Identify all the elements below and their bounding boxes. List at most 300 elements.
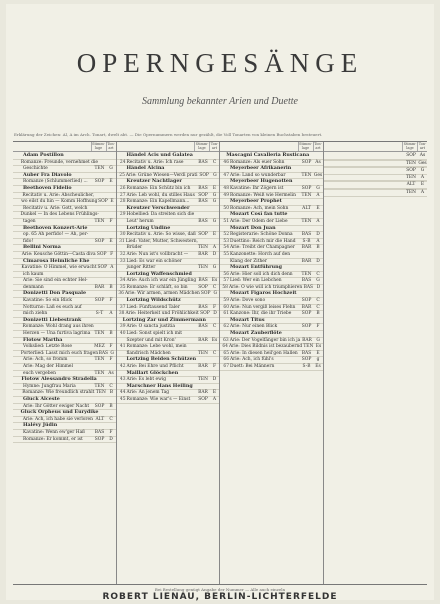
composer-work: Meyerbeer Prophet — [230, 198, 282, 205]
voice-type: TEN — [301, 172, 312, 178]
entry-number: 52 — [223, 232, 229, 238]
voice-type — [300, 318, 314, 324]
entry-number — [220, 212, 230, 218]
voice-type: SOP — [198, 284, 208, 290]
voice-type — [196, 384, 210, 390]
publisher-name: ROBERT LIENAU, BERLIN-LICHTERFELDE — [102, 592, 338, 602]
voice-type — [93, 206, 107, 212]
entry-number: 65 — [223, 350, 229, 356]
key-signature — [210, 344, 219, 350]
voice-type: BAS — [94, 429, 105, 435]
entry-number — [117, 226, 127, 232]
aria-title: Arie: Grüne Wiesen—Verdi prati — [125, 172, 198, 178]
voice-type: ALT — [302, 205, 311, 211]
catalog-entry — [13, 384, 116, 391]
aria-title: Arie: An jenem Tag — [126, 390, 170, 396]
key-signature — [210, 331, 219, 337]
aria-title: Arie: Der Vogelfänger bin ich ja — [229, 337, 301, 343]
key-signature: E — [109, 238, 113, 244]
key-signature — [107, 153, 116, 159]
key-signature — [314, 252, 323, 258]
aria-title: fido! — [23, 238, 34, 244]
voice-type — [300, 291, 314, 297]
entry-number: 36 — [118, 291, 124, 297]
voice-type: BAR — [301, 304, 312, 310]
page-subtitle: Sammlung bekannter Arien und Duette — [142, 96, 298, 107]
entry-number: 29 — [119, 212, 126, 218]
aria-title: Romanze: Als euer Sohn — [230, 159, 285, 165]
key-signature — [108, 377, 115, 383]
composer-work: Kreutzer Verschwender — [126, 204, 190, 211]
voice-type: BAS — [198, 304, 208, 310]
key-signature: E — [109, 179, 113, 185]
page-title: OPERNGESÄNGE — [76, 48, 364, 78]
aria-title: Kavatine: Wenn ew'ger Haß — [23, 429, 86, 435]
aria-title: Kavatine: So ein Blick — [23, 298, 72, 304]
entry-number — [324, 190, 334, 196]
voice-type: SOP — [301, 311, 312, 317]
composer-heading — [13, 186, 116, 193]
key-signature: G — [212, 265, 217, 271]
key-signature: D — [212, 377, 217, 383]
key-signature: C — [212, 159, 217, 165]
key-signature: G — [316, 337, 320, 343]
voice-type — [196, 344, 210, 350]
entry-number — [13, 324, 23, 330]
voice-type: TEN — [95, 390, 106, 396]
aria-title — [334, 175, 405, 181]
key-signature: B — [316, 311, 320, 317]
voice-type — [196, 212, 210, 218]
key-signature — [107, 423, 116, 429]
catalog-entry — [13, 212, 116, 219]
key-signature — [210, 179, 219, 185]
aria-title: Arie: Wir armen, armen Mädchen — [124, 291, 200, 297]
composer-work: Marschner Hans Heiling — [126, 382, 193, 389]
entry-number: 55 — [223, 251, 229, 257]
key-signature: A — [316, 192, 320, 198]
entry-number — [13, 417, 23, 423]
entry-number: 35 — [119, 284, 126, 290]
voice-type — [300, 226, 314, 232]
composer-work: Lortzing Wildschütz — [126, 297, 181, 304]
entry-number — [117, 206, 127, 212]
key-signature: E — [316, 350, 320, 356]
catalog-entry — [117, 344, 220, 351]
aria-title: Lied: Wer ein Liebchen — [230, 278, 282, 284]
voice-type: TEN — [94, 166, 105, 172]
voice-type: BAS — [198, 185, 208, 191]
catalog-entry — [13, 298, 116, 305]
entry-number: 27 — [119, 192, 126, 198]
entry-number — [13, 219, 23, 225]
key-signature: C — [109, 416, 113, 422]
key-signature: A — [212, 245, 217, 251]
voice-type: TEN — [406, 189, 416, 195]
voice-type — [196, 153, 210, 159]
voice-type: BAS — [198, 278, 208, 284]
voice-type — [300, 265, 314, 271]
key-signature: E — [420, 182, 425, 188]
key-signature: E — [212, 185, 217, 191]
entry-number — [13, 179, 23, 185]
catalog-entry — [117, 331, 220, 338]
key-signature: F — [109, 357, 113, 363]
entry-number — [117, 179, 127, 185]
entry-number — [13, 390, 22, 396]
key-signature — [107, 338, 116, 344]
key-signature: F — [212, 364, 217, 369]
catalog-entry — [117, 212, 220, 219]
key-signature: B — [109, 284, 113, 290]
catalog-entry — [13, 193, 116, 200]
composer-work: Mozart Figaros Hochzeit — [230, 290, 297, 297]
catalog-entry — [324, 153, 428, 160]
entry-number: 42 — [119, 364, 126, 369]
aria-title: Romanze: Er schläft, so bin — [126, 284, 188, 290]
aria-title: Arie: Hier soll ich dich denn — [230, 271, 293, 277]
voice-type: BAS — [198, 324, 208, 330]
key-signature: G — [110, 350, 114, 356]
key-signature — [107, 272, 116, 278]
voice-type — [93, 259, 107, 265]
key-signature: Es — [315, 364, 321, 369]
key-signature: E — [212, 232, 217, 238]
catalog-entry — [220, 252, 323, 259]
voice-type — [196, 259, 210, 265]
aria-title: Kanzonette: Horch auf den — [230, 251, 291, 257]
composer-work: Lortzing Undine — [126, 224, 171, 231]
catalog-entry — [220, 272, 323, 279]
key-signature: D — [316, 258, 320, 264]
entry-number — [13, 305, 23, 311]
composer-work: Beethoven Fidelio — [23, 184, 72, 191]
entry-number — [13, 285, 23, 291]
catalog-entry — [220, 351, 323, 358]
aria-title: Arie: O wie will ich triumphieren — [228, 284, 303, 290]
key-signature — [107, 305, 116, 311]
key-signature — [314, 331, 323, 337]
aria-title: flandrisch Mädchen — [126, 350, 171, 356]
voice-type — [196, 226, 210, 232]
voice-type: TEN — [94, 218, 105, 224]
aria-title: mich ziehn — [23, 311, 48, 317]
key-signature: C — [212, 284, 217, 290]
composer-work: Beethoven Konzert-Arie — [23, 224, 88, 231]
aria-title: Arie: Nun vergiß leises Flehn — [230, 304, 296, 310]
composer-heading — [13, 173, 116, 180]
voice-type — [93, 291, 107, 297]
voice-type: TEN — [301, 192, 312, 198]
entry-number — [13, 153, 23, 159]
key-signature: C — [212, 350, 217, 356]
entry-number: 31 — [119, 238, 125, 244]
key-signature — [107, 318, 116, 324]
key-signature — [314, 291, 323, 297]
entry-number — [220, 179, 230, 185]
voice-type: SOP — [198, 232, 208, 238]
key-signature: C — [316, 304, 320, 310]
key-signature — [314, 199, 323, 205]
catalog-entry — [13, 344, 116, 351]
catalog-entry — [117, 278, 220, 285]
catalog-column — [324, 142, 428, 584]
key-signature: A — [212, 396, 217, 402]
voice-type — [97, 377, 108, 383]
catalog-entry — [117, 259, 220, 266]
composer-heading — [220, 318, 323, 325]
composer-work: Händel Acis und Galatea — [126, 152, 193, 158]
composer-heading — [117, 272, 220, 279]
composer-heading — [220, 331, 323, 338]
column-header — [13, 142, 116, 152]
voice-type: SOP — [198, 396, 208, 402]
composer-heading — [220, 166, 323, 173]
aria-title: Arie: Der Odem der Liebe — [230, 218, 288, 224]
composer-work: Mascagni Cavalleria Rusticana — [226, 152, 310, 158]
voice-type: SOP — [94, 403, 105, 409]
key-signature — [314, 226, 323, 232]
key-signature: G — [212, 199, 217, 205]
aria-title: Arie: Nur einen Blick — [230, 324, 278, 330]
voice-type: BAR — [198, 251, 208, 257]
key-signature: C — [109, 383, 113, 389]
entry-number — [13, 298, 23, 304]
voice-type: S-T — [95, 311, 104, 317]
aria-title: Notturno: Laß es euch auf — [23, 304, 82, 310]
key-signature — [210, 153, 219, 159]
key-signature — [109, 160, 116, 166]
key-signature — [314, 166, 323, 172]
aria-title: Arie: O sancta justitia — [126, 324, 175, 330]
catalog-entry — [220, 278, 323, 285]
aria-title: ich kaum — [23, 271, 44, 277]
entry-number — [13, 239, 23, 245]
voice-type: SOP — [98, 199, 108, 205]
composer-heading — [13, 291, 116, 298]
voice-type — [93, 153, 107, 159]
key-signature — [314, 179, 323, 185]
catalog-entry — [117, 186, 220, 193]
key-signature — [210, 384, 219, 390]
voice-type: ALT — [95, 416, 105, 422]
entry-number — [220, 199, 230, 205]
key-signature — [210, 371, 219, 377]
key-signature: D — [316, 284, 321, 290]
voice-type — [196, 298, 210, 304]
voice-type — [93, 278, 107, 284]
aria-title: Herzen — Una furtiva lagrima — [23, 331, 91, 337]
catalog-column — [13, 142, 117, 584]
aria-title: Romanze: Wie freundlich strahlt — [22, 390, 95, 396]
catalog-entry — [13, 364, 116, 371]
entry-number: 51 — [223, 218, 229, 224]
key-signature: Es — [211, 278, 218, 284]
composer-heading — [220, 199, 323, 206]
entry-number: 32 — [119, 251, 126, 257]
aria-title: Arie: Ihr Götter ewiger Nacht — [23, 403, 90, 409]
aria-title — [334, 182, 405, 188]
entry-number — [220, 259, 230, 265]
aria-title: Lied: Vater, Mutter, Schwestern, — [125, 238, 198, 244]
header-key: Ton-art — [418, 142, 427, 150]
catalog-entry — [117, 232, 220, 239]
entry-number: 64 — [222, 344, 228, 350]
aria-title: Arie: Keusche Göttin—Casta diva — [21, 251, 96, 257]
aria-title: Arie: Heiterkeit und Fröhlichkeit — [125, 311, 199, 317]
entry-number — [117, 371, 127, 377]
entry-number — [117, 265, 127, 271]
catalog-entry — [220, 338, 323, 345]
voice-type — [196, 272, 210, 278]
voice-type: SOP — [199, 172, 209, 178]
key-signature — [314, 212, 323, 218]
composer-work: Meyerbeer Hugenotten — [230, 178, 293, 185]
key-signature — [107, 226, 116, 232]
voice-type — [98, 160, 109, 166]
voice-type: BAR — [302, 337, 312, 343]
entry-number — [13, 226, 23, 232]
entry-number: 61 — [223, 311, 229, 317]
composer-heading — [13, 318, 116, 325]
entry-number: 49 — [223, 192, 229, 198]
composer-heading — [117, 166, 220, 173]
key-signature: F — [109, 298, 113, 304]
aria-title — [334, 168, 405, 174]
header-piece — [220, 142, 298, 151]
catalog-entry — [324, 182, 428, 189]
voice-type — [93, 338, 107, 344]
voice-type: TEN — [198, 350, 208, 356]
key-signature — [210, 212, 219, 218]
voice-type — [93, 305, 107, 311]
catalog-entry — [117, 252, 220, 259]
aria-title: Romanze: Wohl drang aus ihren — [22, 324, 94, 330]
entry-number: 33 — [119, 258, 126, 264]
key-signature: A — [316, 238, 320, 244]
aria-title: Arie: Nun ist's vollbracht — — [126, 251, 189, 257]
entry-number — [324, 182, 334, 188]
entry-number — [220, 265, 230, 271]
aria-title: denmann — [23, 284, 44, 290]
composer-heading — [220, 153, 323, 160]
voice-type: TEN — [406, 160, 416, 166]
footer-note: Bei Bestellung genügt Angabe der Nummer — Alle auch einzeln — [154, 587, 286, 592]
voice-type: BAR — [94, 284, 105, 290]
entry-number — [13, 338, 23, 344]
key-signature — [210, 259, 219, 265]
voice-type: TEN — [94, 357, 105, 363]
composer-work: Flotow Martha — [23, 336, 63, 343]
entry-number — [13, 351, 21, 357]
key-signature — [210, 206, 219, 212]
header-key: Ton-art — [210, 142, 219, 150]
aria-title: Lied: Sonst spielt ich mit — [126, 331, 183, 337]
composer-heading — [220, 179, 323, 186]
entry-number — [13, 430, 23, 436]
voice-type: TEN — [198, 377, 208, 383]
catalog-grid — [13, 141, 427, 585]
entry-number: 41 — [119, 344, 126, 350]
entry-number — [13, 186, 23, 192]
composer-heading — [13, 410, 116, 417]
composer-heading — [117, 318, 220, 325]
header-voice: Stimm-lage — [299, 142, 312, 150]
composer-work: Mozart Don Juan — [230, 224, 276, 231]
composer-work: Adam Postillon — [23, 152, 64, 158]
aria-title: Lied: Fünftausend Taler — [126, 304, 180, 310]
voice-type — [93, 245, 107, 251]
entry-number: 38 — [118, 311, 125, 317]
voice-type: SOP — [94, 436, 105, 442]
catalog-entry — [324, 161, 428, 168]
key-signature: E — [110, 199, 114, 205]
aria-title: Romanze: Weiß wie Hermelin — [230, 192, 296, 198]
header-voice: Stimm-lage — [195, 142, 209, 150]
entry-number — [117, 272, 127, 278]
voice-type — [196, 179, 210, 185]
aria-title: Arie: Mag der Himmel — [23, 364, 73, 369]
catalog-entry — [220, 186, 323, 193]
voice-type — [309, 153, 317, 159]
aria-title: Romanze: Ein Schütz bin ich — [126, 185, 191, 191]
catalog-entry — [13, 160, 116, 167]
aria-title: Volkslied: Letzte Rose — [23, 344, 72, 350]
aria-title: Registerarie: Schöne Donna — [230, 232, 293, 238]
composer-work: Mozart Entführung — [230, 264, 283, 271]
key-signature: As — [108, 370, 114, 376]
aria-title: tagen — [23, 218, 36, 224]
aria-title: Arie: Sie sind ein echter Hel- — [23, 278, 88, 284]
voice-type — [300, 179, 314, 185]
voice-type — [300, 166, 314, 172]
voice-type: SOP — [301, 357, 312, 363]
voice-type: TEN — [301, 271, 312, 277]
key-signature: E — [316, 205, 320, 211]
entry-number: 26 — [119, 185, 126, 191]
voice-type: BAR — [198, 337, 208, 343]
voice-type — [206, 318, 214, 324]
entry-number: 62 — [223, 324, 229, 330]
key-signature: C — [316, 271, 320, 277]
voice-type: S-B — [302, 238, 311, 244]
aria-title: op. 65 Ah perfido! — Ah, per- — [23, 232, 89, 238]
voice-type — [99, 212, 109, 218]
catalog-entry — [13, 357, 116, 364]
entry-number — [13, 331, 23, 337]
entry-number — [13, 384, 23, 390]
voice-type: BAR — [198, 364, 208, 369]
aria-title: Dunkel — In des Lebens Frühlings- — [20, 212, 99, 218]
catalog-entry — [220, 305, 323, 312]
entry-number: 50 — [223, 205, 229, 211]
voice-type: BAS — [301, 232, 312, 238]
composer-heading — [117, 384, 220, 391]
catalog-entry — [117, 245, 220, 252]
aria-title: Leut' herum — [126, 218, 154, 224]
catalog-entry — [13, 437, 116, 444]
aria-title: Arie: Ach, ich fühl's — [230, 357, 274, 363]
aria-title: Lied: Es war ein schöner — [126, 258, 182, 264]
key-signature: F — [316, 324, 320, 330]
entry-number: 37 — [119, 304, 126, 310]
voice-type: BAS — [303, 284, 314, 290]
composer-work: Lortzing Beiden Schützen — [126, 356, 197, 363]
header-piece — [117, 142, 195, 151]
composer-work: Cimarosa Heimliche Ehe — [23, 257, 90, 264]
voice-type: BAS — [98, 350, 109, 356]
voice-type: TEN — [301, 218, 312, 224]
